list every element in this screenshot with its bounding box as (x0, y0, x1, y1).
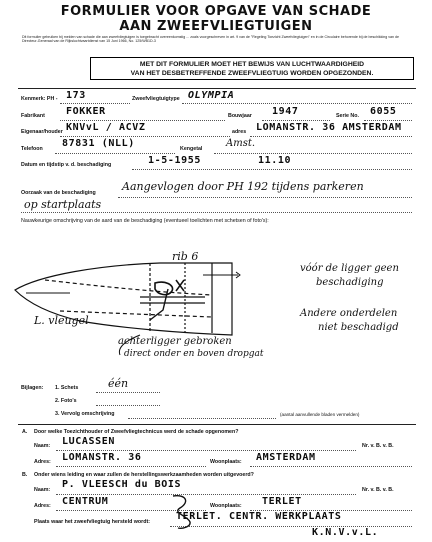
section-a-naam-line (56, 450, 356, 451)
adres-label: adres (232, 129, 247, 135)
notice-line-2: VAN HET DESBETREFFENDE ZWEEFVLIEGTUIG WORDEN OPGEZONDEN. (130, 70, 374, 77)
divider (18, 88, 416, 89)
form-subtitle: AAN ZWEEFVLIEGTUIGEN (119, 19, 313, 34)
notice-box (90, 57, 414, 80)
type-value: OLYMPIA (188, 90, 235, 101)
section-a-naam-label: Naam: (34, 443, 51, 449)
serie-label: Serie No. (336, 113, 359, 119)
adres-line (250, 136, 412, 137)
datum-line (132, 169, 412, 170)
section-a-woonplaats-line (250, 466, 412, 467)
sketch-note-bottom-1: achterligger gebroken (118, 336, 232, 347)
oorzaak-value-2: op startplaats (24, 198, 102, 211)
damage-marks (176, 280, 184, 291)
telefoon-label: Telefoon (21, 146, 43, 152)
datum-value: 1-5-1955 (148, 155, 201, 166)
bijlage-1-value: één (108, 377, 129, 390)
bijlage-3-label: 3. Vervolg omschrijving (55, 411, 115, 417)
omschrijving-label: Nauwkeurige omschrijving van de aard van de beschadiging (eventueel toelichten met schetsen of foto's): (21, 218, 269, 224)
kenmerk-label: Kenmerk: PH - (21, 96, 58, 102)
type-label: Zweefvliegtuigtype (132, 96, 180, 102)
section-b-naam-line (56, 494, 356, 495)
type-line (182, 103, 412, 104)
instruction-text: Dit formulier gebruiken bij melden van schade die aan zweefvliegtuigen is toegebracht overeenkomstig ... zoals voorgeschreven in art. 9 van de "Regeling Toezicht Zweefvliegtuigen" en in de Circulaire behorende bij de beschikking van de Directeur-Generaal van de Rijksluchtvaartdienst van 15 Juni 1966, No. 125/WB1D-3 (22, 35, 400, 44)
datum-label: Datum en tijdstip v. d. beschadiging (21, 162, 112, 168)
section-a-nr-label: Nr. v. B. v. B. (362, 443, 394, 449)
oorzaak-label: Oorzaak van de beschadiging (21, 190, 96, 196)
oorzaak-value-1: Aangevlogen door PH 192 tijdens parkeren (122, 180, 364, 193)
sketch-label-top: rib 6 (172, 250, 199, 263)
divider (18, 424, 416, 425)
kengetal-value: Amst. (226, 138, 256, 149)
form-title: FORMULIER VOOR OPGAVE VAN SCHADE (60, 4, 372, 19)
sketch-note-bottom-2: direct onder en boven dropgat (124, 349, 264, 359)
section-a-letter: A. (22, 429, 28, 435)
notice-line-1: MET DIT FORMULIER MOET HET BEWIJS VAN LUCHTWAARDIGHEID (139, 61, 365, 68)
section-b-woonplaats-value: TERLET (262, 496, 302, 507)
serie-value: 6055 (370, 106, 397, 117)
bijlage-1-label: 1. Schets (55, 385, 79, 391)
section-a-adres-line (56, 466, 206, 467)
kengetal-line (214, 153, 412, 154)
bijlage-2-line (96, 405, 160, 406)
section-b-question: Onder wiens leiding en waar zullen de herstellingswerkzaamheden worden uitgevoerd? (34, 472, 254, 478)
section-a-adres-value: LOMANSTR. 36 (62, 452, 142, 463)
eigenaar-label: Eigenaar/houder (21, 129, 63, 135)
fabrikant-line (60, 120, 225, 121)
sketch-note-right-4: niet beschadigd (318, 322, 399, 333)
section-b-adres-label: Adres: (34, 503, 51, 509)
section-b-adres-value: CENTRUM (62, 496, 109, 507)
section-a-naam-value: LUCASSEN (62, 436, 115, 447)
tijd-value: 11.10 (258, 155, 292, 166)
section-b-woonplaats-label: Woonplaats: (210, 503, 242, 509)
bouwjaar-line (262, 120, 330, 121)
eigenaar-line (60, 136, 230, 137)
sketch-label-wing: L. vleugel (34, 314, 89, 327)
bouwjaar-label: Bouwjaar (228, 113, 252, 119)
kenmerk-value: 173 (66, 90, 86, 101)
kengetal-label: Kengetal (180, 146, 203, 152)
section-b-nr-label: Nr. v. B. v. B. (362, 487, 394, 493)
section-b-plaats-value: TERLET. CENTR. WERKPLAATS (176, 511, 342, 522)
sketch-note-right-3: Andere onderdelen (300, 308, 398, 319)
eigenaar-value: KNVvL / ACVZ (66, 122, 146, 133)
fabrikant-label: Fabrikant (21, 113, 45, 119)
bijlage-3-note: (aantal aanvullende bladen vermelden) (280, 412, 360, 417)
bijlagen-label: Bijlagen: (21, 385, 44, 391)
oorzaak-line-1 (118, 197, 412, 198)
telefoon-line (55, 153, 175, 154)
section-b-naam-label: Naam: (34, 487, 51, 493)
handwritten-mark (168, 492, 198, 532)
section-b-naam-value: P. VLEESCH du BOIS (62, 479, 182, 490)
bijlage-1-line (96, 392, 160, 393)
bijlage-3-line (128, 418, 276, 419)
adres-value: LOMANSTR. 36 AMSTERDAM (256, 122, 402, 133)
section-b-plaats-label: Plaats waar het zweefvliegtuig hersteld wordt: (34, 519, 150, 525)
sketch-note-right-2: beschadiging (316, 277, 384, 288)
oorzaak-line-2 (21, 212, 412, 213)
kenmerk-line (60, 103, 130, 104)
section-b-plaats-value-2: K.N.V.v.L. (312, 527, 379, 538)
bijlage-2-label: 2. Foto's (55, 398, 77, 404)
section-b-letter: B. (22, 472, 28, 478)
section-a-adres-label: Adres: (34, 459, 51, 465)
serie-line (364, 120, 412, 121)
telefoon-value: 87831 (NLL) (62, 138, 135, 149)
section-a-woonplaats-value: AMSTERDAM (256, 452, 316, 463)
section-a-question: Door welke Toezichthouder of Zweefvliegtechnicus werd de schade opgenomen? (34, 429, 239, 435)
section-a-woonplaats-label: Woonplaats: (210, 459, 242, 465)
sketch-note-right-1: vóór de ligger geen (300, 263, 399, 274)
bouwjaar-value: 1947 (272, 106, 299, 117)
fabrikant-value: FOKKER (66, 106, 106, 117)
